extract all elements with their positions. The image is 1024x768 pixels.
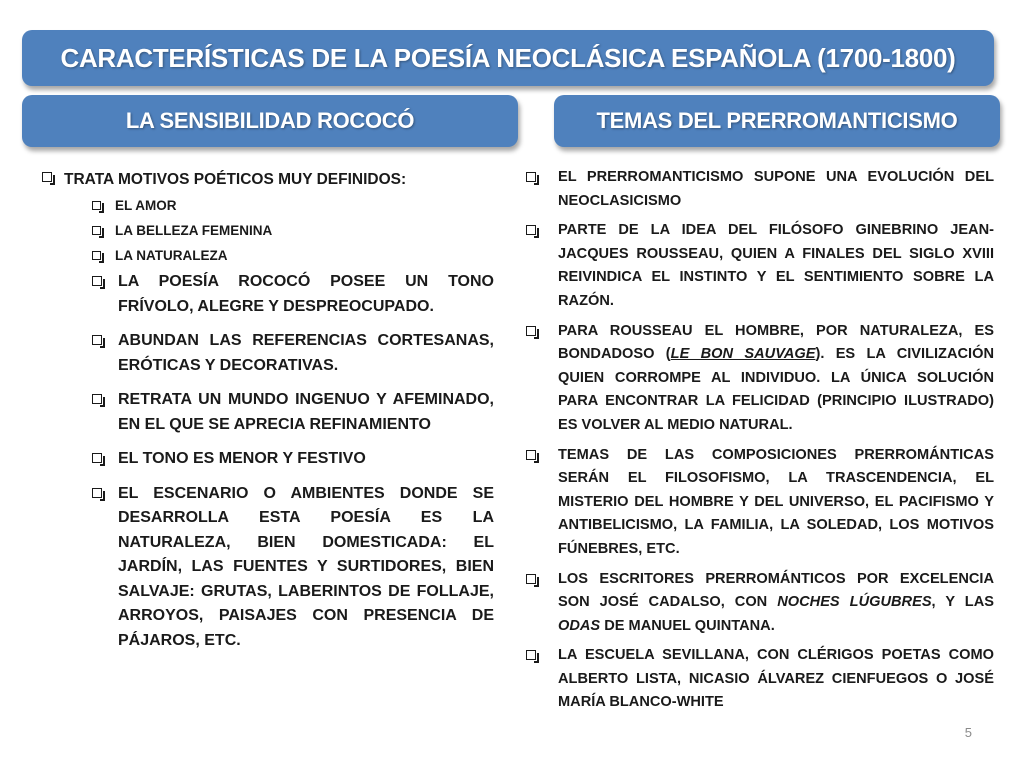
right-column [526,166,994,721]
checkbox-bullet-icon [526,650,536,660]
list-item [526,320,994,438]
list-item [526,568,994,639]
list-item-text: LA ESCUELA SEVILLANA, CON CLÉRIGOS POETAS COMO ALBERTO LISTA, NICASIO ÁLVAREZ CIENFUEGOS O JOSÉ MARÍA BLANCO-WHITE [558,647,994,711]
work-title: ODAS [558,617,601,634]
list-item-text: EL PRERROMANTICISMO SUPONE UNA EVOLUCIÓN DEL NEOCLASICISMO [558,169,994,209]
sub-list-item [92,195,494,216]
sub-list-item [92,245,494,266]
emphasized-term: LE BON SAUVAGE [670,346,816,363]
text-run: DE MANUEL QUINTANA. [600,617,775,634]
checkbox-bullet-icon [92,335,102,345]
slide-title: CARACTERÍSTICAS DE LA POESÍA NEOCLÁSICA ESPAÑOLA (1700-1800) [22,30,994,86]
left-column [42,168,494,663]
list-item-text: LA POESÍA ROCOCÓ POSEE UN TONO FRÍVOLO, ALEGRE Y DESPREOCUPADO. [118,273,494,315]
checkbox-bullet-icon [42,172,52,182]
text-run: LOS ESCRITORES PRERROMÁNTICOS POR EXCELENCIA SON JOSÉ CADALSO, CON [558,570,994,611]
list-item-text: PARTE DE LA IDEA DEL FILÓSOFO GINEBRINO JEAN-JACQUES ROUSSEAU, QUIEN A FINALES DEL SIGLO XVIII REIVINDICA EL INSTINTO Y EL SENTIMIENTO SOBRE LA RAZÓN. [558,222,994,309]
slide-number: 5 [964,725,972,740]
list-item-text: EL ESCENARIO O AMBIENTES DONDE SE DESARROLLA ESTA POESÍA ES LA NATURALEZA, BIEN DOMESTICADA: EL JARDÍN, LAS FUENTES Y SURTIDORES, BIEN SALVAJE: GRUTAS, LABERINTOS DE FOLLAJE, ARROYOS, PAISAJES CON PRESENCIA DE PÁJAROS, ETC. [118,484,494,649]
right-column-heading: TEMAS DEL PRERROMANTICISMO [554,95,1000,147]
list-item [526,166,994,213]
list-item [526,644,994,715]
list-item-text: EL TONO ES MENOR Y FESTIVO [118,450,366,467]
work-title: NOCHES LÚGUBRES [777,594,932,611]
list-item-text: TRATA MOTIVOS POÉTICOS MUY DEFINIDOS: [64,171,407,188]
checkbox-bullet-icon [92,453,102,463]
list-item-text: ABUNDAN LAS REFERENCIAS CORTESANAS, ERÓTICAS Y DECORATIVAS. [118,332,494,374]
list-item [92,329,494,378]
checkbox-bullet-icon [526,574,536,584]
list-item [92,270,494,319]
list-item-text: TEMAS DE LAS COMPOSICIONES PRERROMÁNTICAS SERÁN EL FILOSOFISMO, LA TRASCENDENCIA, EL MISTERIO DEL HOMBRE Y DEL UNIVERSO, EL PACIFISMO Y ANTIBELICISMO, LA FAMILIA, LA SOLEDAD, LOS MOTIVOS FÚNEBRES, ETC. [558,446,994,557]
checkbox-bullet-icon [526,450,536,460]
checkbox-bullet-icon [526,172,536,182]
checkbox-bullet-icon [92,276,102,286]
list-item [92,388,494,437]
list-item-text: RETRATA UN MUNDO INGENUO Y AFEMINADO, EN EL QUE SE APRECIA REFINAMIENTO [118,391,494,433]
left-column-heading: LA SENSIBILIDAD ROCOCÓ [22,95,518,147]
list-item [526,219,994,313]
list-item [526,444,994,562]
checkbox-bullet-icon [526,326,536,336]
sub-list-item-text: EL AMOR [115,198,177,213]
list-item [42,168,494,191]
checkbox-bullet-icon [92,226,101,235]
checkbox-bullet-icon [92,201,101,210]
text-run: ). ES LA CIVILIZACIÓN QUIEN CORROMPE AL INDIVIDUO. LA ÚNICA SOLUCIÓN PARA ENCONTRAR LA FELICIDAD (PRINCIPIO ILUSTRADO) ES VOLVER AL MEDIO NATURAL. [558,346,994,433]
checkbox-bullet-icon [526,225,536,235]
checkbox-bullet-icon [92,251,101,260]
list-item [92,482,494,654]
checkbox-bullet-icon [92,488,102,498]
sub-list-item [92,220,494,241]
list-item-text [558,320,994,438]
list-item-text [558,568,994,639]
sub-list-item-text: LA NATURALEZA [115,248,228,263]
sub-list-item-text: LA BELLEZA FEMENINA [115,223,273,238]
text-run: , Y LAS [931,594,994,611]
checkbox-bullet-icon [92,394,102,404]
text-run: PARA ROUSSEAU EL HOMBRE, POR NATURALEZA, ES BONDADOSO ( [558,322,994,363]
list-item [92,447,494,472]
